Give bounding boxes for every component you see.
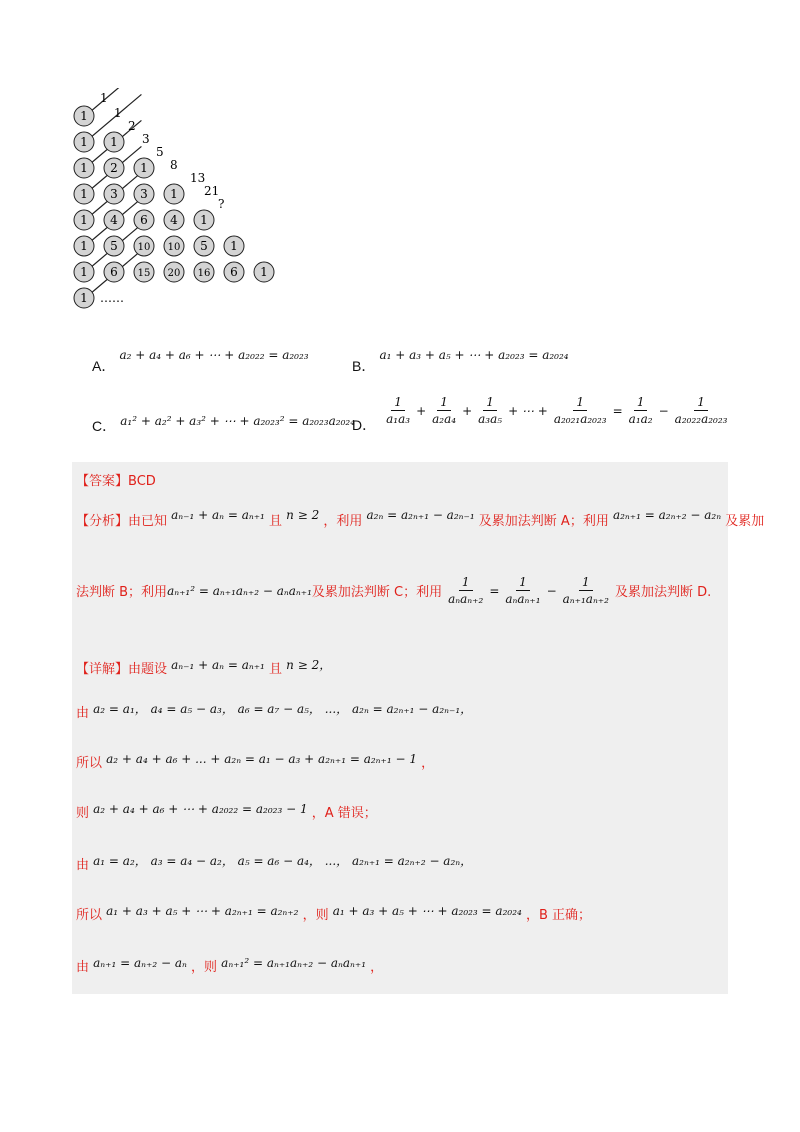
option-d: D． $\frac{1}{\text{a₁a₃}}$ + $\frac{1}{\text{a₂a₄}}$ + $\frac{1}{\text{a₃a₅}}$ + ⋯ + $\frac{1}{\text{a₂₀₂₁a₂₀₂₃}}$ = $\frac{1}{\text{a₁a₂}}$ − $\frac{1}{\text{a₂₀₂₂a₂₀₂₃}}$ [352,394,733,427]
pascal-cell-value: 1 [80,291,88,305]
pascal-cell-value: 4 [170,213,178,227]
pascal-cell-value: 2 [110,161,118,175]
option-d-rhs-1: $\frac{1}{\text{a₁a₂}}$ [628,395,653,426]
pascal-cell-value: 1 [80,187,88,201]
analysis-line-1: 【分析】由已知 aₙ₋₁ + aₙ = aₙ₊₁ 且 n ≥ 2 ，利用 a₂ₙ = a₂ₙ₊₁ − a₂ₙ₋₁ 及累加法判断 A；利用 a₂ₙ₊₁ = a₂ₙ₊₂ − a₂ₙ 及累加 [76,508,765,529]
pascal-cell-value: 1 [260,265,268,279]
pascal-cell-value: 1 [80,213,88,227]
option-a [92,344,309,374]
pascal-triangle-figure [60,88,320,318]
option-d-term-4: $\frac{1}{\text{a₂₀₂₁a₂₀₂₃}}$ [553,395,607,426]
pascal-cell-value: 1 [110,135,118,149]
diagonal-sum-label: 3 [142,132,150,146]
pascal-cell-value: 6 [230,265,238,279]
pascal-cell-value: 1 [140,161,148,175]
pascal-cell-value: 3 [110,187,118,201]
option-b-label: B． [352,358,376,374]
diagonal-sum-label: 21 [204,184,220,198]
pascal-cell-value: 1 [80,239,88,253]
diagonal-sum-label: 1 [114,106,122,120]
option-c-formula: a₁² + a₂² + a₃² + ⋯ + a₂₀₂₃² = a₂₀₂₃a₂₀₂₄ [120,414,356,428]
option-d-rhs-2: $\frac{1}{\text{a₂₀₂₂a₂₀₂₃}}$ [674,395,728,426]
pascal-cell-value: 10 [137,242,151,253]
option-b [352,344,569,374]
pascal-cell-value: 6 [140,213,148,227]
pascal-cell-value: 6 [110,265,118,279]
pascal-cell-value: 1 [80,135,88,149]
solution-panel [72,462,765,994]
option-b-formula: a₁ + a₃ + a₅ + ⋯ + a₂₀₂₃ = a₂₀₂₄ [379,348,569,362]
option-c [92,410,356,434]
pascal-cell-value: 10 [167,242,181,253]
pascal-cell-value: 1 [170,187,178,201]
option-a-label: A． [92,358,116,374]
diagonal-sum-label: 5 [156,145,164,159]
derivation-line-1: 由 a₂ = a₁， a₄ = a₅ − a₃， a₆ = a₇ − a₅， ...， a₂ₙ = a₂ₙ₊₁ − a₂ₙ₋₁， [76,702,473,721]
pascal-cell-value: 1 [80,109,88,123]
derivation-line-6: 由 aₙ₊₁ = aₙ₊₂ − aₙ ，则 aₙ₊₁² = aₙ₊₁aₙ₊₂ − aₙaₙ₊₁ ， [76,956,384,975]
pascal-cell-value: 20 [167,268,181,279]
triangle-ellipsis: …… [100,291,124,305]
pascal-cell-value: 1 [80,161,88,175]
analysis-line-2: 法判断 B；利用 aₙ₊₁² = aₙ₊₁aₙ₊₂ − aₙaₙ₊₁ 及累加法判断 C；利用 $\frac{1}{\text{aₙaₙ₊₂}}$ = $\frac{1}{\text{aₙaₙ₊₁}}$ − $\frac{1}{\text{aₙ₊₁aₙ₊₂}}$ 及累加法判断 D. [76,575,712,606]
option-a-formula: a₂ + a₄ + a₆ + ⋯ + a₂₀₂₂ = a₂₀₂₃ [119,348,309,362]
pascal-cell-value: 15 [137,268,151,279]
pascal-cell-value: 3 [140,187,148,201]
pascal-cell-value: 4 [110,213,118,227]
pascal-cell-value: 5 [110,239,118,253]
pascal-cell-value: 1 [230,239,238,253]
diagonal-sum-label: 2 [128,119,136,133]
pascal-cell-value: 1 [200,213,208,227]
derivation-line-5: 所以 a₁ + a₃ + a₅ + ⋯ + a₂ₙ₊₁ = a₂ₙ₊₂ ，则 a₁ + a₃ + a₅ + ⋯ + a₂₀₂₃ = a₂₀₂₄ ，B 正确； [76,904,592,923]
detail-line: 【详解】由题设 aₙ₋₁ + aₙ = aₙ₊₁ 且 n ≥ 2， [76,658,332,677]
derivation-line-2: 所以 a₂ + a₄ + a₆ + ... + a₂ₙ = a₁ − a₃ + a₂ₙ₊₁ = a₂ₙ₊₁ − 1 ， [76,752,435,771]
option-d-term-1: $\frac{1}{\text{a₁a₃}}$ [386,395,411,426]
option-d-label: D． [352,416,377,433]
derivation-line-3: 则 a₂ + a₄ + a₆ + ⋯ + a₂₀₂₂ = a₂₀₂₃ − 1 ，A 错误； [76,802,377,821]
pascal-cell-value: 16 [197,268,211,279]
pascal-cell-value: 1 [80,265,88,279]
option-d-term-2: $\frac{1}{\text{a₂a₄}}$ [432,395,457,426]
pascal-cell-value: 5 [200,239,208,253]
diagonal-sum-label: 8 [170,158,178,172]
option-d-term-3: $\frac{1}{\text{a₃a₅}}$ [478,395,503,426]
diagonal-sum-label: 13 [190,171,206,185]
diagonal-sum-label: 1 [100,91,108,105]
option-c-label: C． [92,418,117,434]
derivation-line-4: 由 a₁ = a₂， a₃ = a₄ − a₂， a₅ = a₆ − a₄， ...， a₂ₙ₊₁ = a₂ₙ₊₂ − a₂ₙ， [76,854,473,873]
diagonal-sum-label: ? [218,197,225,211]
answer-line: 【答案】BCD [76,474,156,489]
